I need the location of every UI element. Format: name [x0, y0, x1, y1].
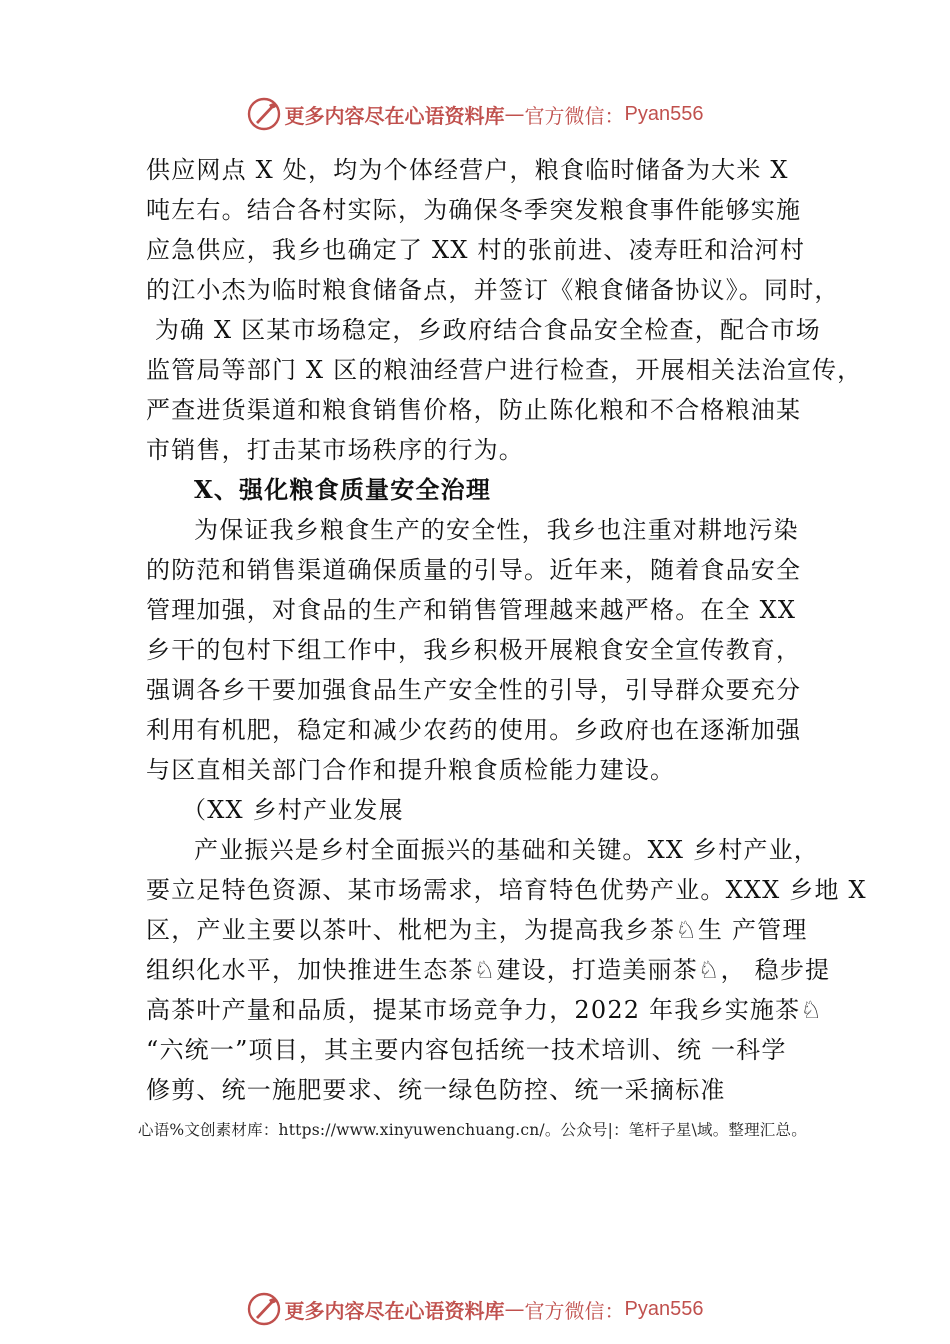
body-line: 修剪、统一施肥要求、统一绿色防控、统一采摘标准: [146, 1076, 726, 1104]
body-line: 区，产业主要以茶叶、枇杷为主，为提高我乡茶♘生 产管理: [146, 916, 808, 944]
body-line: 严查进货渠道和粮食销售价格，防止陈化粮和不合格粮油某: [146, 396, 802, 424]
document-body: [146, 150, 867, 1110]
body-line: 强调各乡干要加强食品生产安全性的引导，引导群众要充分: [146, 676, 802, 704]
header-banner: [0, 94, 950, 134]
body-line: “六统一”项目，其主要内容包括统一技术培训、统 一科学: [146, 1036, 787, 1064]
banner-wechat-label: 官方微信：: [524, 1298, 625, 1323]
banner-wechat-id: Pyan556: [624, 1297, 704, 1320]
banner-wechat-label: 官方微信：: [524, 103, 625, 128]
body-line: 为保证我乡粮食生产的安全性，我乡也注重对耕地污染: [194, 516, 799, 544]
body-line: 市销售，打击某市场秩序的行为。: [146, 436, 524, 464]
body-line: 乡干的包村下组工作中，我乡积极开展粮食安全宣传教育，: [146, 636, 802, 664]
quill-logo-icon: [247, 97, 281, 131]
body-line: 的防范和销售渠道确保质量的引导。近年来，随着食品安全: [146, 556, 802, 584]
footer-source-note: 心语%文创素材库：https://www.xinyuwenchuang.cn/。公众号|：笔杆子星\域。整理汇总。: [138, 1121, 807, 1139]
body-line: 应急供应，我乡也确定了 XX 村的张前进、凌寿旺和洽河村: [146, 236, 806, 264]
body-line: 吨左右。结合各村实际，为确保冬季突发粮食事件能够实施: [146, 196, 802, 224]
body-line: 监管局等部门 X 区的粮油经营户进行检查，开展相关法治宣传，: [146, 356, 863, 384]
body-line: 的江小杰为临时粮食储备点，并签订《粮食储备协议》。同时，: [146, 276, 840, 304]
banner-title: 更多内容尽在心语资料库: [284, 1298, 505, 1323]
body-line: 与区直相关部门合作和提升粮食质检能力建设。: [146, 756, 676, 784]
subsection-heading: （XX 乡村产业发展: [182, 796, 404, 824]
banner-wechat-id: Pyan556: [624, 102, 704, 125]
body-line: 组织化水平，加快推进生态茶♘建设，打造美丽茶♘， 稳步提: [146, 956, 831, 984]
footer-banner: [0, 1289, 950, 1329]
body-line: 产业振兴是乡村全面振兴的基础和关键。XX 乡村产业，: [194, 836, 819, 864]
body-line: 供应网点 X 处，均为个体经营户，粮食临时储备为大米 X: [146, 156, 789, 184]
banner-separator: —: [504, 102, 525, 126]
banner-separator: —: [504, 1297, 525, 1321]
quill-logo-icon: [247, 1292, 281, 1326]
body-line: 要立足特色资源、某市场需求，培育特色优势产业。XXX 乡地 X: [146, 876, 867, 904]
body-line: 为确 X 区某市场稳定，乡政府结合食品安全检查，配合市场: [146, 316, 821, 344]
body-line: 利用有机肥，稳定和减少农药的使用。乡政府也在逐渐加强: [146, 716, 802, 744]
banner-title: 更多内容尽在心语资料库: [284, 103, 505, 128]
body-line: 高茶叶产量和品质，提某市场竞争力，2022 年我乡实施茶♘: [146, 996, 824, 1024]
body-line: 管理加强，对食品的生产和销售管理越来越严格。在全 XX: [146, 596, 797, 624]
section-heading: X、强化粮食质量安全治理: [194, 475, 492, 504]
